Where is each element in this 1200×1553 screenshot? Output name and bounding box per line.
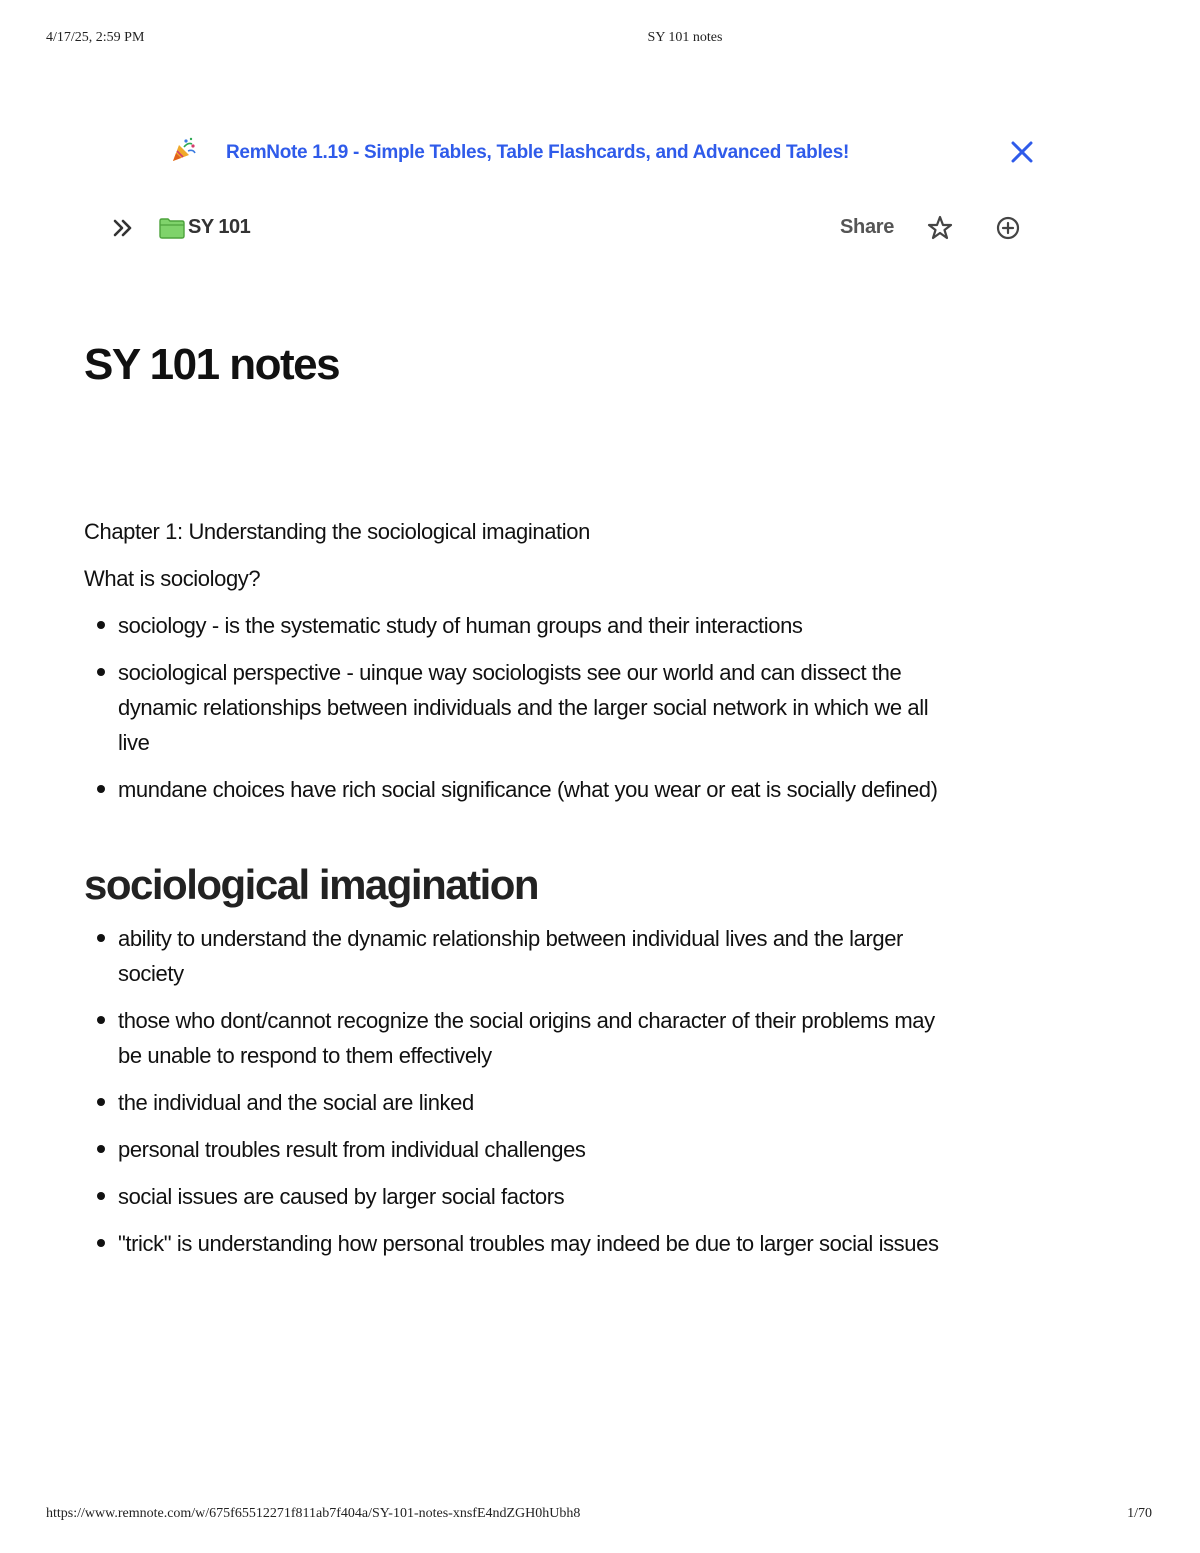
question-line: What is sociology? (84, 566, 261, 591)
page-counter: 1/70 (1127, 1506, 1152, 1521)
double-chevron-right-icon[interactable] (110, 216, 136, 240)
print-header (0, 30, 1200, 50)
section-bullet-list (84, 921, 984, 1261)
list-item: social issues are caused by larger social factors (84, 1179, 963, 1214)
list-item: "trick" is understanding how personal troubles may indeed be due to larger social issues (84, 1226, 963, 1261)
close-icon[interactable] (1008, 138, 1036, 166)
page-title: SY 101 notes (84, 340, 340, 389)
add-circle-icon[interactable] (994, 214, 1022, 242)
print-doc-title: SY 101 notes (647, 30, 723, 45)
breadcrumb-folder-link[interactable]: SY 101 (188, 216, 251, 238)
star-icon[interactable] (926, 214, 954, 242)
list-item: those who dont/cannot recognize the social origins and character of their problems may be unable to respond to them effectively (84, 1003, 963, 1073)
folder-icon (158, 216, 186, 240)
list-item: sociology - is the systematic study of human groups and their interactions (84, 608, 963, 643)
print-footer (0, 1506, 1200, 1526)
chapter-heading: Chapter 1: Understanding the sociological imagination (84, 519, 590, 544)
intro-bullet-list (84, 608, 984, 807)
section-heading: sociological imagination (84, 861, 539, 908)
document-body (84, 514, 984, 1273)
list-item: the individual and the social are linked (84, 1085, 963, 1120)
list-item: personal troubles result from individual challenges (84, 1132, 963, 1167)
document-toolbar (108, 210, 1028, 246)
party-popper-icon (170, 136, 198, 164)
announcement-banner (166, 134, 1046, 174)
print-datetime: 4/17/25, 2:59 PM (46, 30, 145, 45)
list-item: sociological perspective - uinque way sociologists see our world and can dissect the dynamic relationships between individuals and the larger social network in which we all live (84, 655, 963, 760)
print-url: https://www.remnote.com/w/675f65512271f811ab7f404a/SY-101-notes-xnsfE4ndZGH0hUbh8 (46, 1506, 581, 1521)
list-item: mundane choices have rich social significance (what you wear or eat is socially defined) (84, 772, 963, 807)
list-item: ability to understand the dynamic relationship between individual lives and the larger society (84, 921, 963, 991)
share-button[interactable]: Share (840, 216, 895, 238)
banner-link[interactable]: RemNote 1.19 - Simple Tables, Table Flashcards, and Advanced Tables! (226, 142, 849, 163)
